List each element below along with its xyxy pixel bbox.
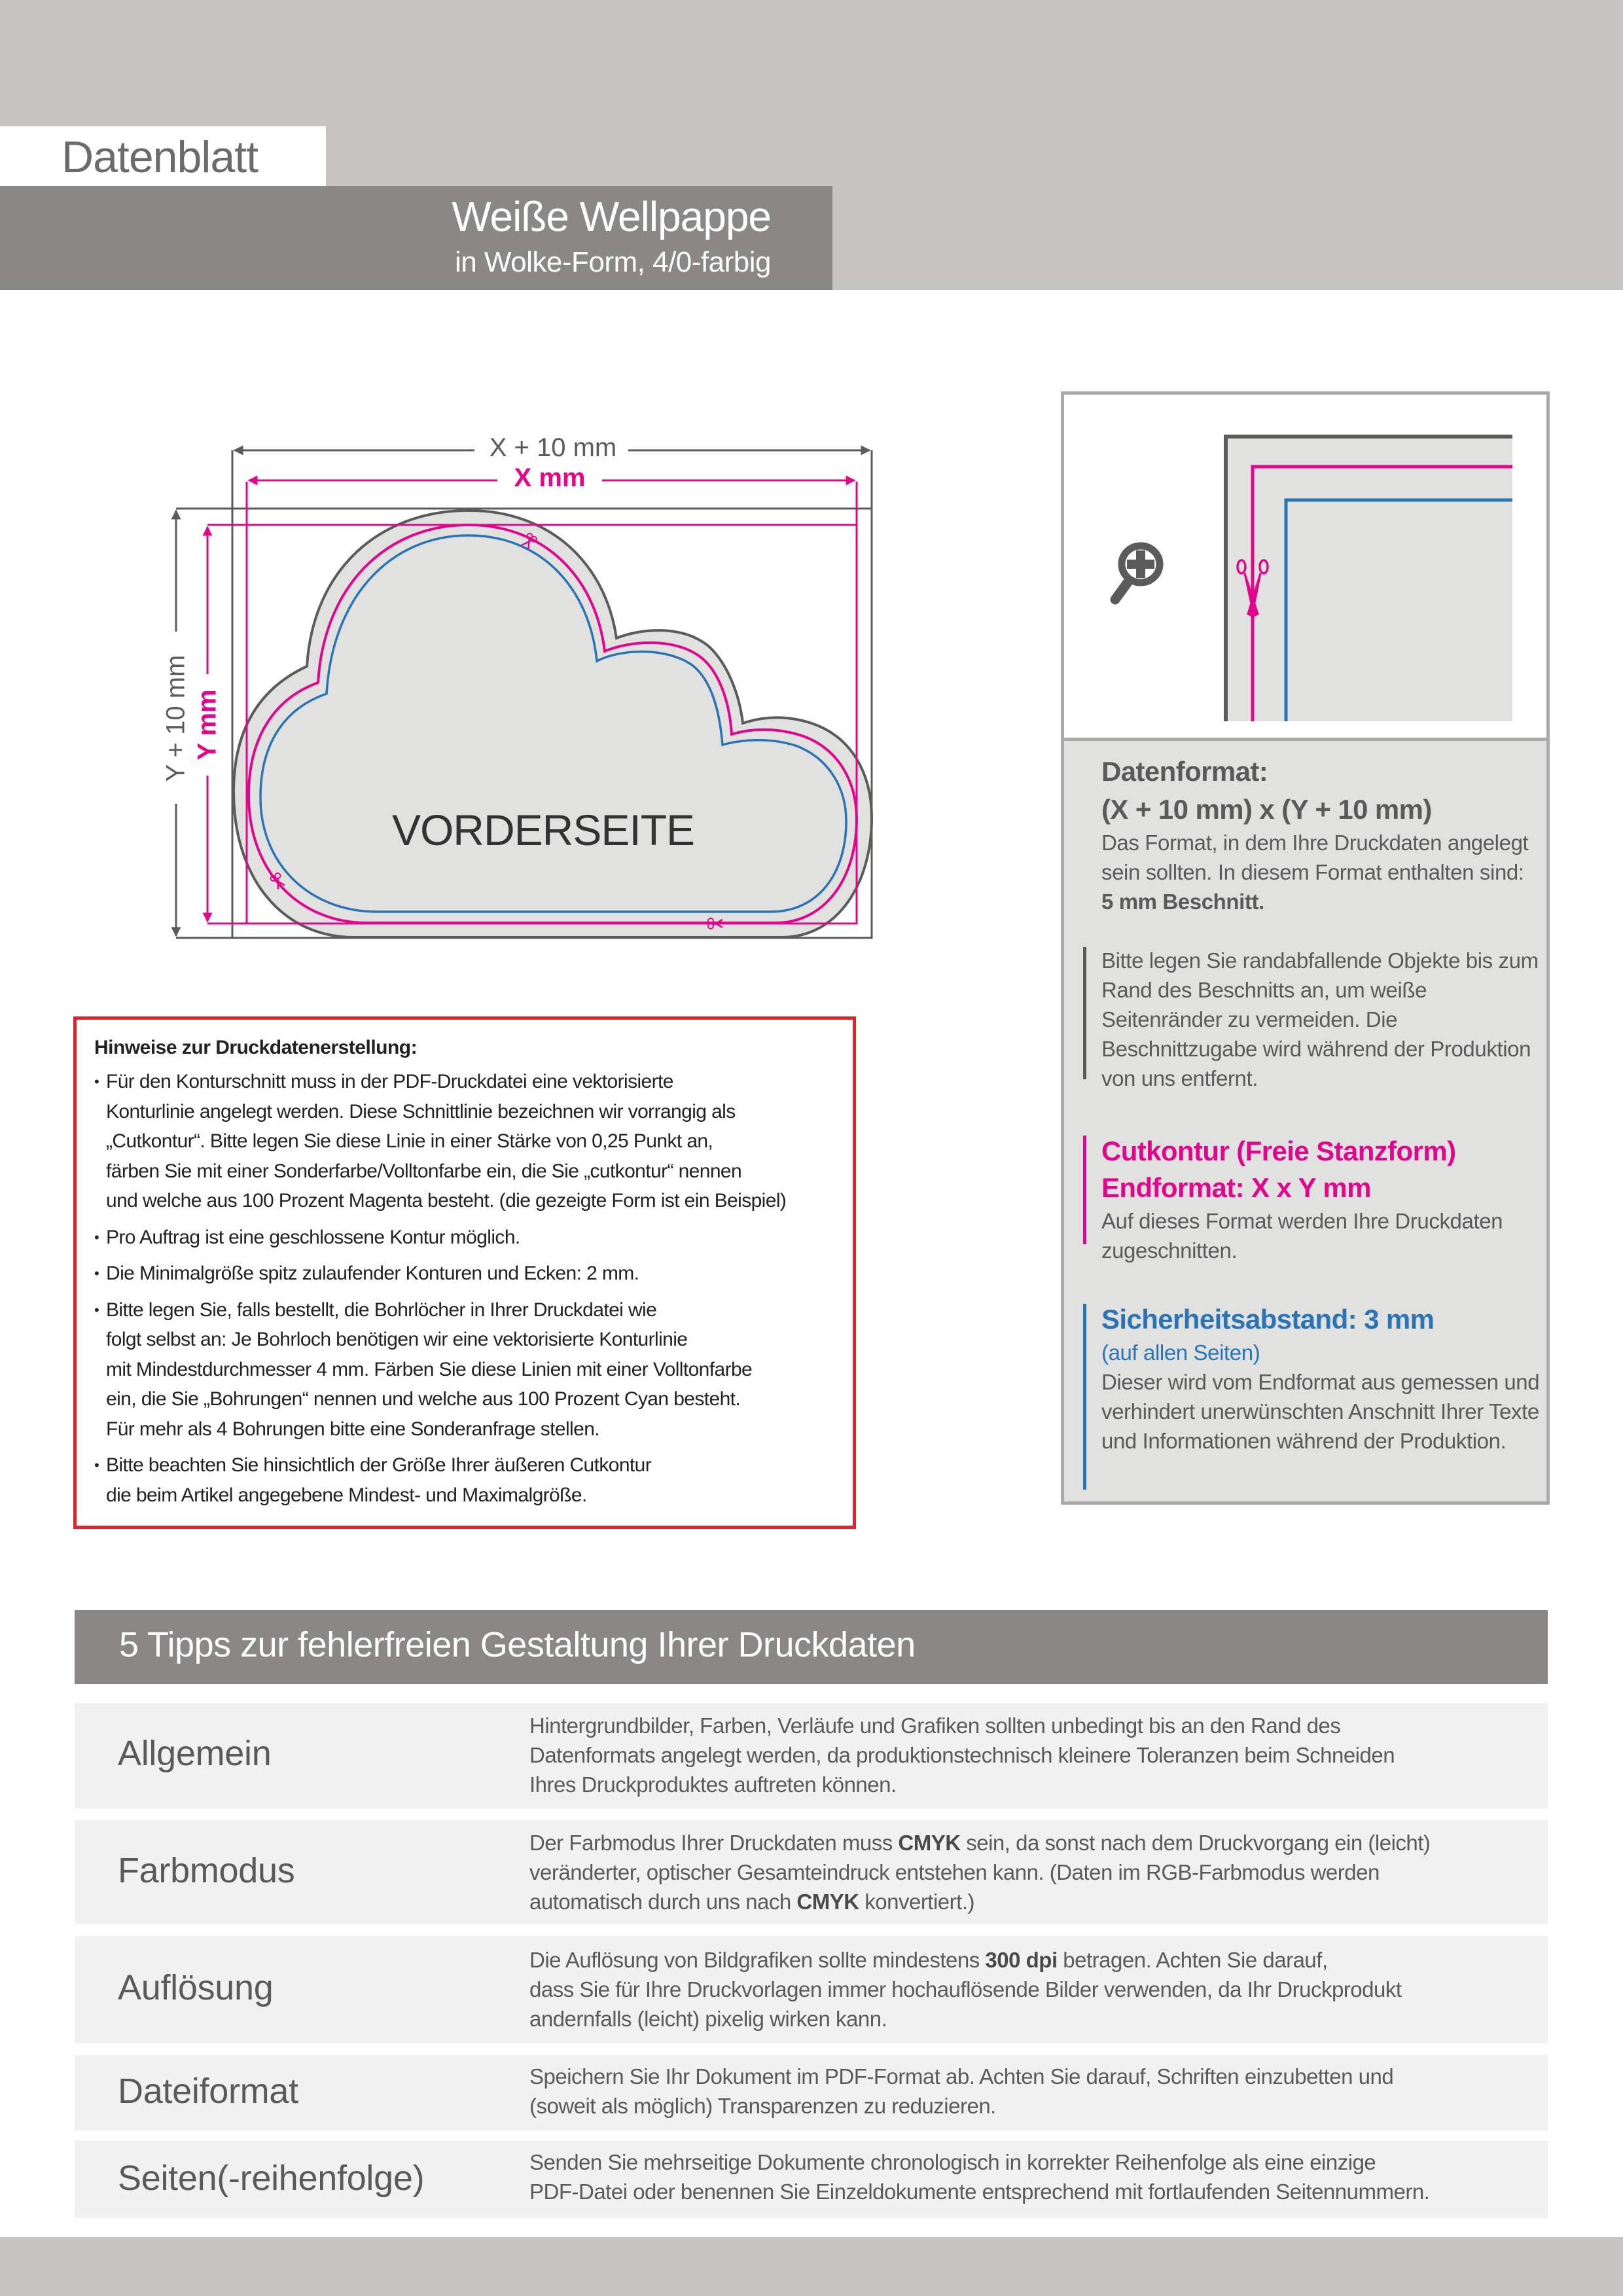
safety-section xyxy=(1101,1301,1540,1456)
side-label: VORDERSEITE xyxy=(391,806,695,854)
datenformat-text: Das Format, in dem Ihre Druckdaten angelegt sein sollten. In diesem Format enthalten sind: 5 mm Beschnitt. xyxy=(1101,831,1529,914)
datenformat-heading: Datenformat: xyxy=(1101,756,1268,787)
corner-detail-illustration xyxy=(1064,395,1546,741)
bleed-note-text: Bitte legen Sie randabfallende Objekte bis zum Rand des Beschnitts an, um weiße Seitenränder zu vermeiden. Die Beschnittzugabe wird während der Produktion von uns entfernt. xyxy=(1101,948,1539,1090)
cloud-bleed-shape xyxy=(234,511,872,937)
tip-label: Auflösung xyxy=(118,1968,274,2007)
hint-item: • Die Minimalgröße spitz zulaufender Konturen und Ecken: 2 mm. xyxy=(94,1259,853,1289)
hints-list xyxy=(94,1067,853,1510)
hints-title: Hinweise zur Druckdatenerstellung: xyxy=(94,1037,418,1058)
safety-text: Dieser wird vom Endformat aus gemessen und verhindert unerwünschten Anschnitt Ihrer Texte und Informationen während der Produktion. xyxy=(1101,1370,1540,1453)
bleed-amount: 5 mm Beschnitt. xyxy=(1101,889,1264,914)
bleed-note-section xyxy=(1101,946,1540,1093)
hint-item: • Bitte legen Sie, falls bestellt, die Bohrlöcher in Ihrer Druckdatei wie folgt selbst an: Je Bohrloch benötigen wir eine vektorisierte Konturlinie mit Mindestdurchmesser 4 mm. Färben Sie diese Linien mit einer Volltonfarbe ein, die Sie „Bohrungen“ nennen und welche aus 100 Prozent Cyan besteht. Für mehr als 4 Bohrungen bitte eine Sonderanfrage stellen. xyxy=(94,1295,853,1444)
tips-title: 5 Tipps zur fehlerfreien Gestaltung Ihrer Druckdaten xyxy=(119,1625,916,1664)
tip-label: Seiten(-reihenfolge) xyxy=(118,2159,425,2198)
tip-row-dateiformat xyxy=(75,2055,1548,2130)
tip-label: Allgemein xyxy=(118,1734,272,1773)
corner-detail-svg xyxy=(1064,395,1546,738)
cutkontur-section xyxy=(1101,1133,1540,1265)
footer-band xyxy=(0,2237,1623,2296)
zoom-in-icon xyxy=(1115,546,1160,600)
tip-text: Speichern Sie Ihr Dokument im PDF-Format ab. Achten Sie darauf, Schriften einzubetten und (soweit als möglich) Transparenzen zu reduzieren. xyxy=(529,2064,1394,2118)
height-bleed-label: Y + 10 mm xyxy=(161,655,190,782)
hint-item: • Pro Auftrag ist eine geschlossene Kontur möglich. xyxy=(94,1223,853,1253)
tips-header xyxy=(75,1610,1548,1684)
tip-label: Dateiformat xyxy=(118,2072,298,2111)
tip-row-farbmodus xyxy=(75,1820,1548,1924)
product-title: Weiße Wellpappe xyxy=(452,193,771,240)
tip-text: Die Auflösung von Bildgrafiken sollte mindestens 300 dpi betragen. Achten Sie darauf, dass Sie für Ihre Druckvorlagen immer hochauflösende Bilder verwenden, da Ihr Druckprodukt andernfalls (leicht) pixelig wirken kann. xyxy=(529,1948,1402,2031)
safety-subheading: (auf allen Seiten) xyxy=(1101,1340,1260,1365)
width-trim-label: X mm xyxy=(514,463,586,492)
safety-heading: Sicherheitsabstand: 3 mm xyxy=(1101,1304,1435,1335)
tip-text: Senden Sie mehrseitige Dokumente chronologisch in korrekter Reihenfolge als eine einzige PDF-Datei oder benennen Sie Einzeldokumente entsprechend mit fortlaufenden Seitennummern. xyxy=(529,2150,1430,2204)
datasheet-label: Datenblatt xyxy=(62,132,258,182)
cutkontur-text: Auf dieses Format werden Ihre Druckdaten zugeschnitten. xyxy=(1101,1209,1503,1263)
tip-row-allgemein xyxy=(75,1703,1548,1808)
hint-item: • Für den Konturschnitt muss in der PDF-Druckdatei eine vektorisierte Konturlinie angelegt werden. Diese Schnittlinie bezeichnen wir vorrangig als „Cutkontur“. Bitte legen Sie diese Linie in einer Stärke von 0,25 Punkt an, färben Sie mit einer Sonderfarbe/Volltonfarbe ein, die Sie „cutkontur“ nennen und welche aus 100 Prozent Magenta besteht. (die gezeigte Form ist ein Beispiel) xyxy=(94,1067,853,1216)
tip-row-aufloesung xyxy=(75,1936,1548,2043)
cutkontur-heading: Cutkontur (Freie Stanzform) xyxy=(1101,1136,1456,1166)
tip-row-seitenreihenfolge xyxy=(75,2141,1548,2218)
cutkontur-bar xyxy=(1083,1136,1086,1244)
tip-text: Hintergrundbilder, Farben, Verläufe und Grafiken sollten unbedingt bis an den Rand des Datenformats angelegt werden, da produktionstechnisch kleinere Toleranzen beim Schneiden Ihres Druckproduktes auftreten können. xyxy=(529,1713,1395,1797)
endformat-heading: Endformat: X x Y mm xyxy=(1101,1172,1371,1203)
width-bleed-label: X + 10 mm xyxy=(489,433,617,462)
bleed-note-bar xyxy=(1083,947,1086,1079)
safety-bar xyxy=(1083,1304,1086,1490)
datenformat-section xyxy=(1101,753,1540,916)
tip-label: Farbmodus xyxy=(118,1851,295,1890)
format-info-panel xyxy=(1061,391,1550,1505)
product-subtitle: in Wolke-Form, 4/0-farbig xyxy=(454,246,771,278)
datenformat-formula: (X + 10 mm) x (Y + 10 mm) xyxy=(1101,794,1432,825)
height-trim-label: Y mm xyxy=(192,689,222,761)
hint-item: • Bitte beachten Sie hinsichtlich der Größe Ihrer äußeren Cutkontur die beim Artikel angegebene Mindest- und Maximalgröße. xyxy=(94,1450,853,1510)
tip-text: Der Farbmodus Ihrer Druckdaten muss CMYK sein, da sonst nach dem Druckvorgang ein (leicht) veränderter, optischer Gesamteindruck entstehen kann. (Daten im RGB-Farbmodus werden automatisch durch uns nach CMYK konvertiert.) xyxy=(529,1831,1431,1914)
print-hints-box xyxy=(73,1016,856,1529)
